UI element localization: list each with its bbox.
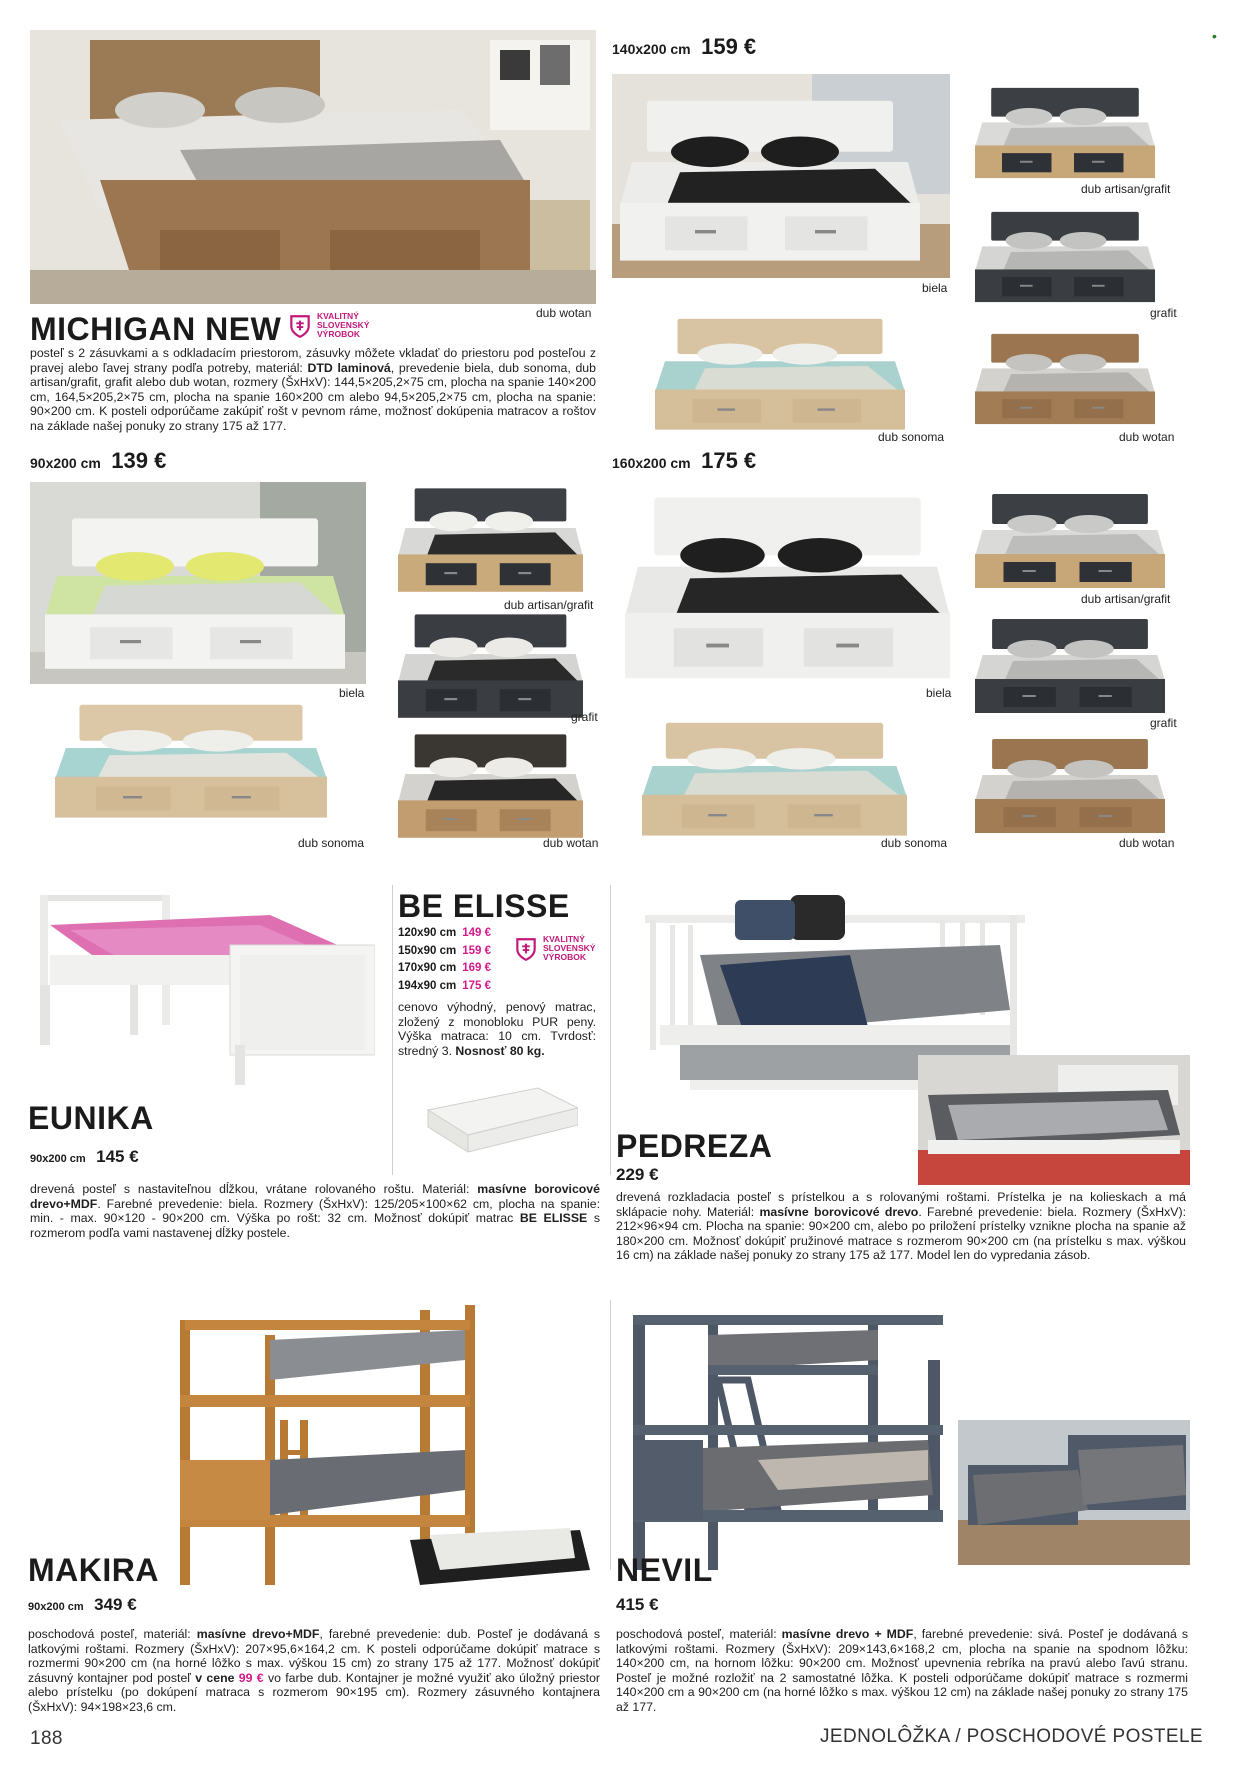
caption-140-sonoma: dub sonoma <box>878 430 945 444</box>
makira-description: poschodová posteľ, materiál: masívne drevo+MDF, farebné prevedenie: dub. Posteľ je dodávaná s latkovými roštami. Rozmery (ŠxHxV): 207×95,6×164,2 cm. K posteli odporúčame dokúpiť matrace s rozmermi 90×200 cm (na horné lôžko s max. výškou 15 cm) zo strany 175 až 177. Možnosť dokúpiť zásuvný kontajner pod posteľ v cene 99 € vo farbe dub. Kontajner je možné využiť ako úložný priestor alebo prístelku (po dokúpení matraca s rozmerom 90×195 cm). Rozmery zásuvného kontajnera (ŠxHxV): 94×198×23,6 cm. <box>28 1627 601 1714</box>
caption-90-artisan: dub artisan/grafit <box>504 598 594 612</box>
elisse-price-row: 194x90 cm 175 € <box>398 979 491 992</box>
nevil-split-photo <box>958 1420 1190 1565</box>
caption-140-artisan: dub artisan/grafit <box>1081 182 1171 196</box>
bed-160-grafit-photo <box>975 615 1165 715</box>
caption-160-artisan: dub artisan/grafit <box>1081 592 1171 606</box>
bed-140-grafit-photo <box>975 208 1155 304</box>
elisse-price-row: 150x90 cm 159 € <box>398 944 491 957</box>
pedreza-title: PEDREZA <box>616 1128 773 1164</box>
nevil-price-line: 415 € <box>616 1595 659 1614</box>
page-number: 188 <box>30 1728 63 1749</box>
divider <box>610 1300 611 1570</box>
slovak-product-icon <box>513 936 539 962</box>
caption-160-main: biela <box>926 686 952 700</box>
bed-160-wotan-photo <box>975 735 1165 835</box>
bed-illustration <box>655 314 905 432</box>
bed-illustration <box>398 730 583 840</box>
badge-line: SLOVENSKÝ <box>543 943 596 953</box>
mattress-illustration <box>418 1080 578 1155</box>
badge-line: VÝROBOK <box>543 952 586 962</box>
badge-line: KVALITNÝ <box>543 934 585 944</box>
caption-160-sonoma: dub sonoma <box>881 836 948 850</box>
bed-160-sonoma-photo <box>642 718 907 838</box>
bed-illustration <box>398 484 583 594</box>
caption-90-sonoma: dub sonoma <box>298 836 365 850</box>
bed-illustration <box>975 735 1165 835</box>
bed-illustration <box>975 84 1155 180</box>
caption-90-wotan: dub wotan <box>543 836 599 850</box>
bed-illustration <box>55 700 327 820</box>
nevil-title: NEVIL <box>616 1552 713 1588</box>
slovak-product-icon <box>287 313 313 339</box>
nevil-photo <box>628 1310 948 1575</box>
bed-90-sonoma-photo <box>55 700 327 820</box>
bed-90-white-photo <box>30 482 366 684</box>
nevil-split-illustration <box>958 1420 1190 1565</box>
nevil-description: poschodová posteľ, materiál: masívne drevo + MDF, farebné prevedenie: sivá. Posteľ je dodávaná s latkovými roštami. Rozmery (ŠxHxV): 209×143,6×168,2 cm, plocha na spanie na spodnom lôžku: 140×200 cm, na hornom lôžku: 90×200 cm. Možnosť upevnenia rebríka na pravú alebo ľavú stranu. Posteľ je možné rozložiť na 2 samostatné lôžka. K posteli odporúčame dokúpiť matrace s rozmermi 140×200 cm a 90×200 cm (na horné lôžko s max. výškou 12 cm) na základe našej ponuky zo strany 175 až 177. <box>616 1627 1189 1714</box>
badge-line: SLOVENSKÝ <box>317 320 370 330</box>
hero-caption: dub wotan <box>536 306 592 320</box>
eunika-title: EUNIKA <box>28 1100 154 1136</box>
pedreza-expanded-illustration <box>918 1055 1190 1185</box>
divider <box>610 885 611 1175</box>
bed-illustration <box>642 718 907 838</box>
michigan-hero-photo <box>30 30 596 304</box>
pedreza-price-line: 229 € <box>616 1165 659 1184</box>
price-160x200: 160x200 cm 175 € <box>612 448 757 473</box>
nevil-bunk-illustration <box>628 1310 948 1575</box>
bed-illustration <box>975 208 1155 304</box>
bed-160-white-photo <box>625 490 950 682</box>
elisse-title: BE ELISSE <box>398 888 570 924</box>
bed-90-artisan-photo <box>398 484 583 594</box>
elisse-quality-badge <box>513 935 595 962</box>
bed-90-grafit-photo <box>398 610 583 720</box>
elisse-price-row: 120x90 cm 149 € <box>398 927 491 939</box>
badge-line: KVALITNÝ <box>317 311 359 321</box>
caption-160-grafit: grafit <box>1150 716 1177 730</box>
bed-illustration <box>975 490 1165 590</box>
bed-illustration <box>398 610 583 720</box>
bed-illustration <box>612 74 950 278</box>
bed-illustration <box>625 490 950 682</box>
michigan-hero-illustration <box>30 30 596 304</box>
caption-90-main: biela <box>339 686 365 700</box>
caption-140-grafit: grafit <box>1150 306 1177 320</box>
caption-140-main: biela <box>922 281 948 295</box>
elisse-price-row: 170x90 cm 169 € <box>398 962 491 974</box>
michigan-title: MICHIGAN NEW <box>30 311 282 347</box>
bed-illustration <box>975 615 1165 715</box>
eunika-price-line: 90x200 cm 145 € <box>30 1147 139 1166</box>
bed-illustration <box>975 330 1155 426</box>
bed-160-artisan-photo <box>975 490 1165 590</box>
bed-140-sonoma-photo <box>655 314 905 432</box>
makira-title: MAKIRA <box>28 1552 159 1588</box>
bed-140-wotan-photo <box>975 330 1155 426</box>
divider <box>392 885 393 1175</box>
eunika-photo <box>30 885 375 1085</box>
price-140x200: 140x200 cm 159 € <box>612 34 757 59</box>
bed-140-artisan-photo <box>975 84 1155 180</box>
caption-140-wotan: dub wotan <box>1119 430 1175 444</box>
bed-140-white-photo <box>612 74 950 278</box>
makira-photo <box>170 1300 590 1590</box>
eunika-bed-illustration <box>30 885 375 1085</box>
section-title: JEDNOLÔŽKA / POSCHODOVÉ POSTELE <box>820 1726 1203 1747</box>
caption-90-grafit: grafit <box>571 710 598 724</box>
eunika-description: drevená posteľ s nastaviteľnou dĺžkou, vrátane rolovaného roštu. Materiál: masívne borovicové drevo+MDF. Farebné prevedenie: biela. Rozmery (ŠxHxV): 125/205×100×62 cm, plocha na spanie: min. - max. 90×120 - 90×200 cm. Výška po rošt: 32 cm. Možnosť dokúpiť matrac BE ELISSE s rozmerom podľa vami nastavenej dĺžky postele. <box>30 1182 600 1240</box>
badge-line: VÝROBOK <box>317 329 360 339</box>
elisse-description: cenovo výhodný, penový matrac, zložený z monobloku PUR peny. Výška matraca: 10 cm. Tvrdosť: stredný 3. Nosnosť 80 kg. <box>398 1000 596 1058</box>
pedreza-description: drevená rozkladacia posteľ s prístelkou a s rolovanými roštami. Prístelka je na kolieskach a má sklápacie nohy. Materiál: masívne borovicové drevo. Farebné prevedenie: biela. Rozmery (ŠxHxV): 212×96×94 cm. Plocha na spanie: 90×200 cm, alebo po priložení prístelky vznikne plocha na spanie až 180×200 cm. Možnosť dokúpiť pružinové matrace s rozmerom 90×200 cm (na prístelku s max. výškou 16 cm) na základe našej ponuky zo strany 175 až 177. Model len do vypredania zásob. <box>616 1190 1186 1263</box>
elisse-price-list <box>398 925 491 995</box>
bed-illustration <box>30 482 366 684</box>
bed-90-wotan-photo <box>398 730 583 840</box>
corner-mark: • <box>1212 28 1217 44</box>
price-90x200: 90x200 cm 139 € <box>30 448 167 473</box>
makira-price-line: 90x200 cm 349 € <box>28 1595 137 1614</box>
makira-bunk-illustration <box>170 1300 590 1590</box>
michigan-quality-badge <box>287 312 369 339</box>
pedreza-expanded-photo <box>918 1055 1190 1185</box>
elisse-mattress-photo <box>418 1080 578 1155</box>
michigan-description: posteľ s 2 zásuvkami a s odkladacím priestorom, zásuvky môžete vkladať do priestoru pod posteľou z pravej alebo ľavej strany podľa potreby, materiál: DTD laminová, prevedenie biela, dub sonoma, dub artisan/grafit, grafit alebo dub wotan, rozmery (ŠxHxV): 144,5×205,2×75 cm, plocha na spanie 140×200 cm, 164,5×205,2×75 cm, plocha na spanie 160×200 cm alebo 94,5×205,2×75 cm, plocha na spanie: 90×200 cm. K posteli odporúčame zakúpiť rošt v pevnom ráme, možnosť dokúpenia matracov a roštov na základe našej ponuky zo strany 175 až 177. <box>30 346 596 433</box>
caption-160-wotan: dub wotan <box>1119 836 1175 850</box>
